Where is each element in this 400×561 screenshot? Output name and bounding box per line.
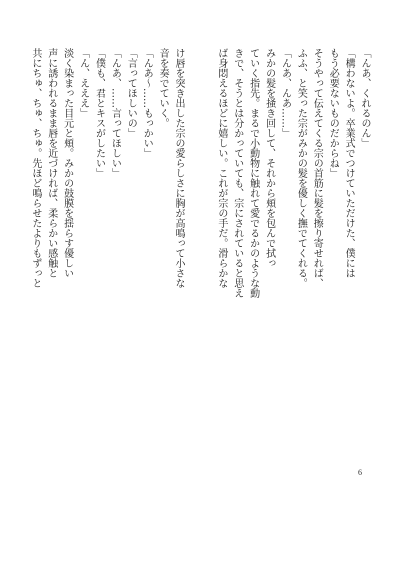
text-block-right	[212, 48, 372, 436]
text-right-line: もう必要ないものだからね」	[327, 48, 339, 178]
text-left-line: け唇を突き出した宗の愛らしさに胸が高鳴って小さな	[173, 48, 184, 288]
text-left-line: 音を奏でていく。	[157, 48, 169, 128]
text-right-line: きで、そうとは分かっていても、宗にされていると思え	[231, 48, 243, 298]
text-left-line: 「僕も、君とキスがしたい」	[93, 48, 105, 178]
text-left-line: 声に誘われるまま唇を近づければ、柔らかい感触と	[45, 48, 57, 278]
text-left-line: 共にちゅ、ちゅ、ちゅ。先ほど鳴らせたよりもずっと	[29, 48, 41, 288]
text-right-line: 「んあ、んあ……」	[279, 48, 291, 138]
page-number: 6	[358, 468, 362, 477]
text-right-line: ふふ、と笑った宗がみかの髪を優しく撫でてくれる。	[295, 48, 307, 288]
text-right-line: ていく指先。まるで小動物に触れて愛でるかのような動	[247, 48, 259, 298]
text-left-line: 「んあ、……言ってほしい」	[109, 48, 121, 178]
text-right-line: 「んあ、くれるのん」	[359, 48, 370, 148]
text-left-line: 淡く染まった目元と頬。みかの鼓膜を揺らす優しい	[61, 48, 73, 278]
text-left-line: 「んあ〜……もっかい」	[141, 48, 153, 158]
text-left-line: 「言ってほしいの」	[125, 48, 137, 138]
text-right-line: ば身悶えるほどに嬉しい。これが宗の手だ。滑らかな	[215, 48, 227, 288]
text-left-line: 「ん、えええ」	[77, 48, 89, 118]
text-right-line	[212, 48, 213, 436]
text-right-line: そうやって伝えてくる宗の首筋に髪を擦り寄せれば、	[311, 48, 323, 288]
text-right-line: みかの髪を掻き回して、それから頬を包んで拭っ	[263, 48, 275, 268]
text-left-line	[26, 48, 27, 436]
text-block-left	[26, 48, 186, 436]
text-right-line: 「構わないよ。卒業式でつけていただけた、僕には	[343, 48, 355, 278]
